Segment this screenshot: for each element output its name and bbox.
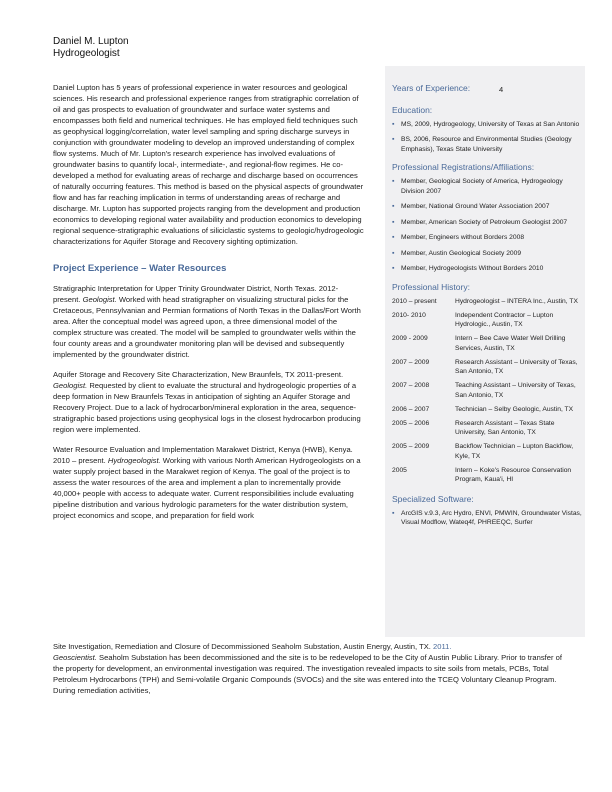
project-entry: [53, 369, 365, 435]
years-value: 4: [499, 85, 504, 94]
list-item: ▪ Member, American Society of Petroleum Geologist 2007: [392, 218, 582, 228]
summary-paragraph: Daniel Lupton has 5 years of professional experience in water resources and geological sciences. His research and professional experience ranges from stratigraphic correlation of oil and gas prospects to evaluation of groundwater and surface water systems and encompasses both field and numerical techniques. He has employed field techniques such as geophysical logging/correlation, water level sampling and spring discharge surveys in conjunction with groundwater modeling to develop an improved understanding of complex flow systems. Much of Mr. Lupton's research experience has involved evaluations of groundwater basins to quantify local-, intermediate-, and regional-flow regimes. He co-developed a method for evaluating areas of recharge and discharge based on occurrences of naturally occurring features. This method is based on the physical aspects of groundwater flow and has far reaching implication in terms of understanding areas of recharge and discharge. Mr. Lupton has supported projects ranging from the development and production economics to developing regional water availability and production economics to developing regional sequence-stratigraphic evaluations of siliciclastic systems to geologic/hydrogeologic characterizations for Aquifer Storage and Recovery sighting optimization.: [53, 83, 364, 246]
registrations-heading: Professional Registrations/Affiliations:: [392, 162, 535, 172]
history-role: Technician – Selby Geologic, Austin, TX: [455, 405, 574, 413]
history-dates: 2007 – 2008: [392, 382, 430, 389]
history-dates: 2010 – present: [392, 297, 437, 305]
tail-project-entry: [53, 641, 563, 696]
table-row: [392, 297, 582, 307]
registrations-list: [392, 177, 582, 274]
history-role: Research Assistant – Texas State University, San Antonio, TX: [455, 419, 555, 436]
history-dates: 2009 - 2009: [392, 335, 428, 342]
project-body: Working with various North American Hydrogeologists on a water supply project based in the Marakwet region of Kenya. The goal of the project is to assess the water resources of the area and implement a plan to incrementally provide 40,000+ people with access to adequate water. Current responsibilities include evaluating pipeline distribution and various hydrologic parameters for the water distribution system, project economics and scope, and preparation for field work: [53, 456, 361, 520]
history-dates: 2006 – 2007: [392, 405, 430, 413]
person-title: Hydrogeologist: [53, 48, 120, 59]
history-table: [392, 297, 582, 485]
history-role: Backflow Technician – Lupton Backflow, Kyle, TX: [455, 443, 574, 460]
history-role: Intern – Bee Cave Water Well Drilling Services, Austin, TX: [455, 335, 566, 352]
history-role: Hydrogeologist – INTERA Inc., Austin, TX: [455, 297, 578, 305]
list-item: ▪ Member, Geological Society of America, Hydrogeology Division 2007: [392, 177, 582, 196]
project-entry: [53, 444, 365, 521]
education-list: [392, 120, 582, 155]
resume-header: [53, 36, 129, 60]
table-row: [392, 334, 582, 353]
list-item: ▪ MS, 2009, Hydrogeology, University of Texas at San Antonio: [392, 120, 582, 130]
project-title: Aquifer Storage and Recovery Site Characterization, New Braunfels, TX 2011-present.: [53, 370, 344, 379]
history-dates: 2005 – 2006: [392, 419, 430, 427]
history-role: Teaching Assistant – University of Texas, San Antonio, TX: [455, 382, 576, 399]
history-dates: 2005 – 2009: [392, 443, 430, 450]
table-row: [392, 419, 582, 438]
table-row: [392, 311, 582, 330]
history-role: Independent Contractor – Lupton Hydrologic., Austin, TX: [455, 311, 554, 328]
list-item: ▪ Member, Engineers without Borders 2008: [392, 233, 582, 243]
list-item: ▪ ArcGIS v.9.3, Arc Hydro, ENVI, PMWIN, Groundwater Vistas, Visual Modflow, Wateq4f, PHREEQC, Surfer: [392, 509, 582, 528]
project-body: Seaholm Substation has been decommissioned and the site is to be redeveloped to be the City of Austin Public Library. Prior to transfer of the property for development, an environmental investigation was required. The investigation revealed impacts to site soils from metals, PCBs, Total Petroleum Hydrocarbons (TPH) and Semi-volatile Organic Compounds (SVOCs) and the site was entered into the TCEQ Voluntary Cleanup Program. During remediation activities,: [53, 653, 562, 695]
software-list: [392, 509, 582, 528]
project-title: Stratigraphic Interpretation for Upper Trinity Groundwater District, North Texas. 2012-present.: [53, 284, 339, 304]
project-body: Worked with head stratigrapher on visualizing structural picks for the Cretaceous, Pennsylvanian and Permian formations of North Texas in the Dallas/Fort Worth area. After the conceptual model was agreed upon, a three dimensional model of the complex structure was created. The model will be sampled to groundwater wells within the four county areas and a groundwater monitoring plan will be devised and subsequently implemented by the groundwater district.: [53, 295, 361, 359]
history-role: Research Assistant – University of Texas, San Antonio, TX: [455, 358, 578, 375]
project-body: Requested by client to evaluate the structural and hydrogeologic properties of a deep formation in New Braunfels Texas in anticipation of sighting an Aquifer Storage and Recovery Project. Due to a lack of hydrocarbon/mineral exploration in the area, sequence-stratigraphic based projections using geophysical logs in the closest hydrocarbon producing region were implemented.: [53, 381, 361, 434]
project-role: Hydrogeologist.: [107, 456, 161, 465]
project-title: Water Resource Evaluation and Implementation Marakwet District, Kenya (HWB), Kenya. 2010 – present.: [53, 445, 353, 465]
table-row: [392, 381, 582, 400]
project-role: Geologist.: [53, 381, 88, 390]
list-item: ▪ Member, Austin Geological Society 2009: [392, 249, 582, 259]
project-section-title: Project Experience – Water Resources: [53, 263, 227, 274]
person-name: Daniel M. Lupton: [53, 36, 129, 47]
project-year: 2011.: [433, 642, 452, 651]
years-label: Years of Experience:: [392, 83, 471, 93]
project-entry: [53, 283, 365, 360]
history-heading: Professional History:: [392, 281, 470, 292]
table-row: [392, 405, 582, 415]
list-item: ▪ Member, National Ground Water Association 2007: [392, 202, 582, 212]
project-role: Geoscientist.: [53, 653, 97, 662]
project-role: Geologist.: [82, 295, 117, 304]
history-dates: 2010- 2010: [392, 311, 426, 319]
software-heading: Specialized Software:: [392, 493, 474, 504]
main-column: [53, 82, 365, 530]
table-row: [392, 358, 582, 377]
history-role: Intern – Koke's Resource Conservation Program, Kaua'i, HI: [455, 466, 572, 483]
years-of-experience: [392, 84, 582, 95]
list-item: ▪ Member, Hydrogeologists Without Borders 2010: [392, 264, 582, 274]
table-row: [392, 442, 582, 461]
education-heading: Education:: [392, 104, 433, 115]
project-title: Site Investigation, Remediation and Closure of Decommissioned Seaholm Substation, Austin Energy, Austin, TX.: [53, 642, 431, 651]
history-dates: 2007 – 2009: [392, 358, 430, 366]
sidebar-content: [392, 84, 582, 536]
table-row: [392, 466, 582, 485]
list-item: ▪ BS, 2006, Resource and Environmental Studies (Geology Emphasis), Texas State University: [392, 135, 582, 154]
history-dates: 2005: [392, 466, 407, 474]
